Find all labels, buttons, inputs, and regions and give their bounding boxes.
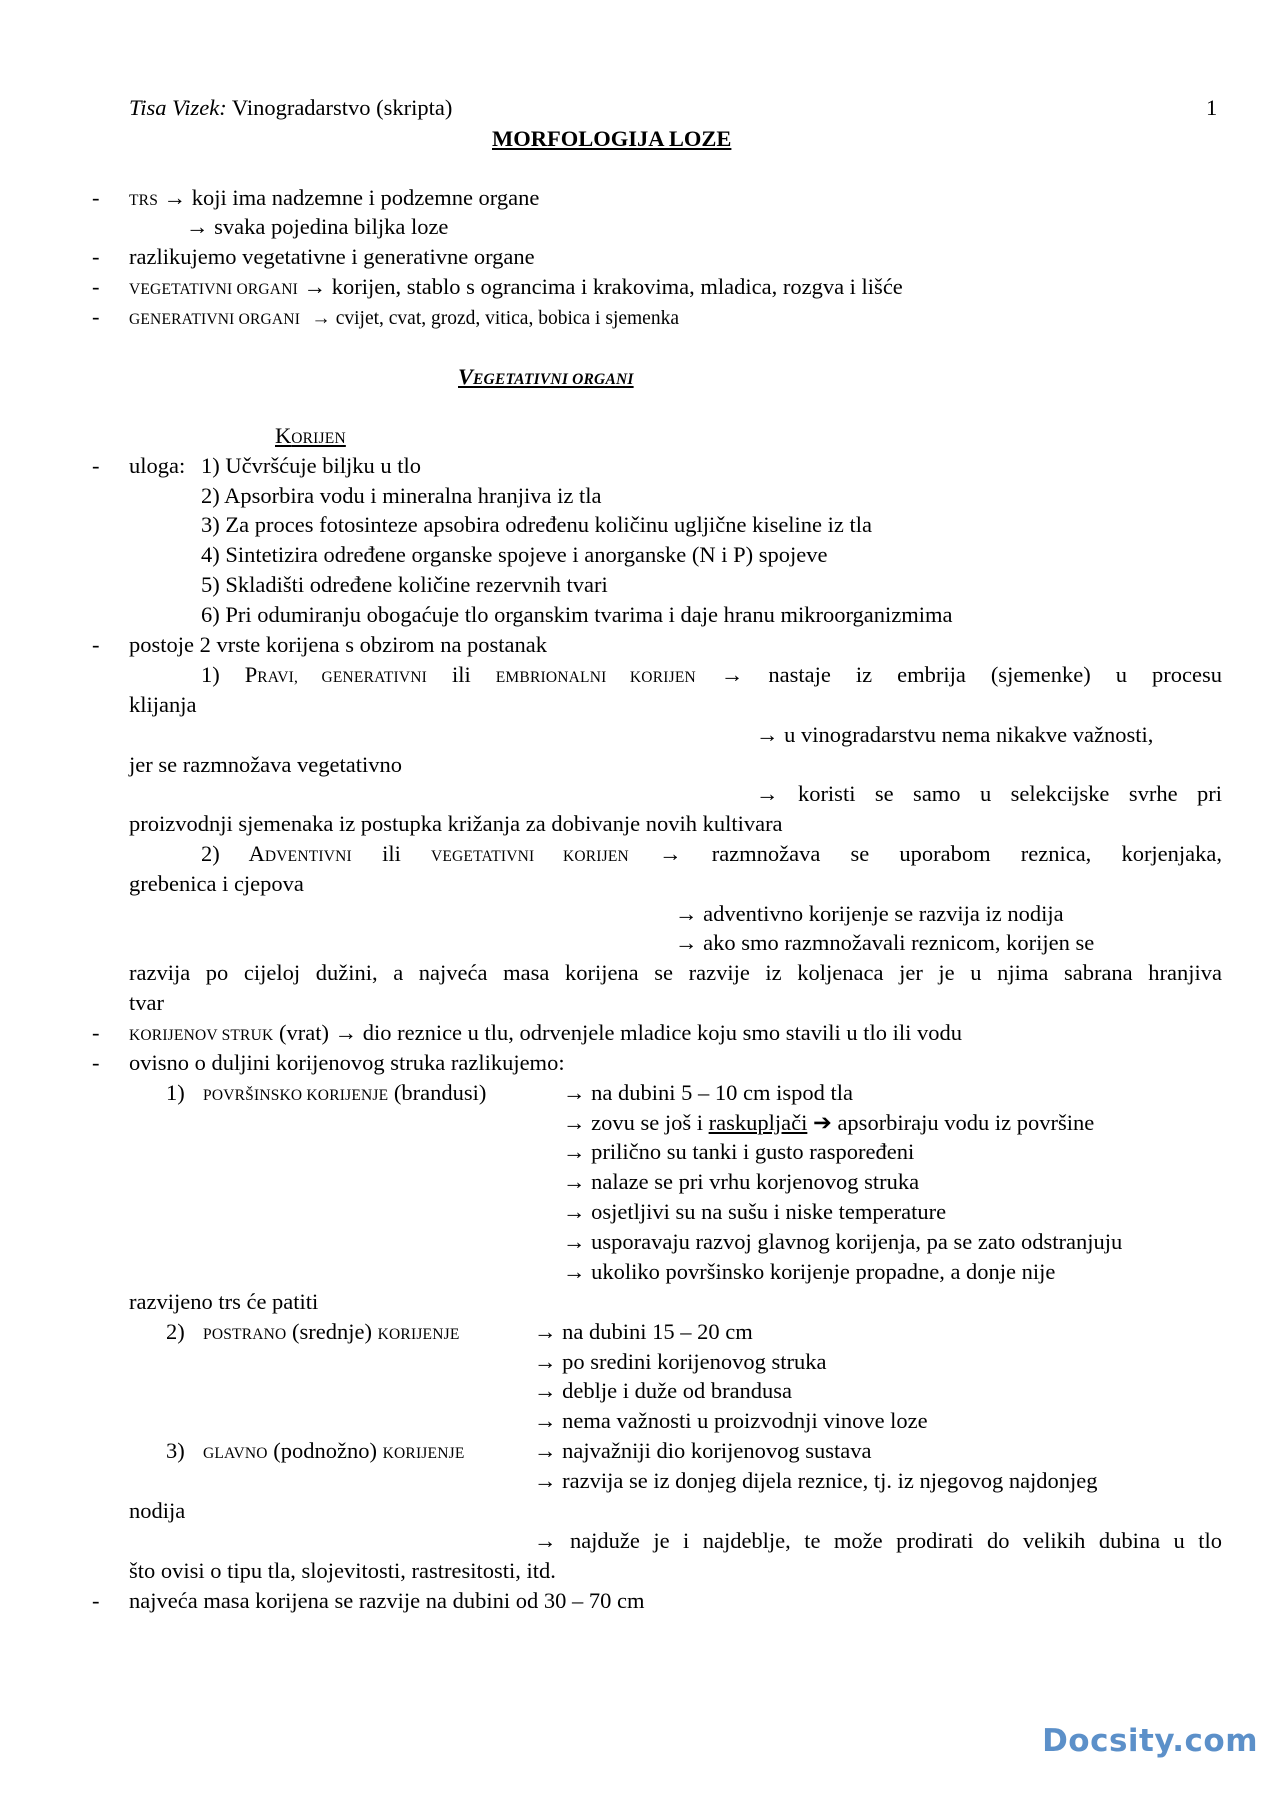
page-number: 1 — [1206, 95, 1218, 120]
section-heading-rest: EGETATIVNI ORGANI — [473, 371, 634, 388]
vegetative-root-label: VEGETATIVNI KORIJEN — [430, 848, 629, 865]
organ-types-line: razlikujemo vegetativne i generativne organe — [129, 244, 535, 269]
type-1-item: → zovu se još i raskupljači ➔ apsorbiraju vodu iz površine — [563, 1110, 1095, 1135]
role-item: 3) Za proces fotosinteze apsobira određenu količinu ugljične kiseline iz tla — [201, 512, 873, 537]
type-2-label: POSTRANO (srednje) KORIJENJE — [203, 1319, 460, 1344]
role-item: 6) Pri odumiranju obogaćuje tlo organskim tvarima i daje hranu mikroorganizmima — [201, 602, 953, 627]
vegetative-text: → korijen, stablo s ograncima i krakovima, mladica, rozgva i lišće — [303, 274, 903, 299]
true-root-note: → koristi se samo u selekcijske svrhe pri — [756, 781, 1222, 806]
bullet-dash: - — [92, 632, 100, 657]
running-header — [129, 93, 452, 123]
root-kinds-intro: postoje 2 vrste korijena s obzirom na postanak — [129, 632, 548, 657]
type-3-continuation: nodija — [129, 1498, 186, 1523]
raskupljaci-term: raskupljači — [708, 1110, 808, 1135]
true-root-line — [201, 660, 1222, 693]
type-1-item: → usporavaju razvoj glavnog korijenja, pa se zato odstranjuju — [563, 1229, 1123, 1254]
true-root-num: 1) — [201, 662, 220, 687]
adventive-root-note: → ako smo razmnožavali reznicom, korijen se — [675, 930, 1095, 955]
type-1-item: → ukoliko površinsko korijenje propadne, a donje nije — [563, 1259, 1056, 1284]
adventive-root-note-continuation: tvar — [129, 990, 164, 1015]
bullet-dash: - — [92, 244, 100, 269]
role-item: 1) Učvršćuje biljku u tlo — [201, 453, 421, 478]
section-heading — [458, 362, 634, 395]
type-1-item: → osjetljivi su na sušu i niske temperature — [563, 1199, 947, 1224]
generative-organs-line — [129, 302, 679, 335]
final-note: najveća masa korijena se razvije na dubini od 30 – 70 cm — [129, 1588, 645, 1613]
true-root-text: → nastaje iz embrija (sjemenke) u procesu — [720, 662, 1222, 687]
subsection-rest: ORIJEN — [291, 430, 346, 447]
type-2-item: → po sredini korijenovog struka — [534, 1349, 827, 1374]
adventive-root-text: → razmnožava se uporabom reznica, korjenjaka, — [659, 841, 1223, 866]
bullet-dash: - — [92, 274, 100, 299]
embryonal-root-label: EMBRIONALNI KORIJEN — [495, 669, 696, 686]
trs-text-2: → svaka pojedina biljka loze — [186, 214, 449, 239]
trs-line — [129, 183, 539, 216]
bullet-dash: - — [92, 1588, 100, 1613]
subsection-heading — [275, 421, 346, 454]
bullet-dash: - — [92, 1050, 100, 1075]
role-item: 4) Sintetizira određene organske spojeve i anorganske (N i P) spojeve — [201, 542, 828, 567]
main-title: MORFOLOGIJA LOZE — [492, 126, 732, 151]
true-root-note: → u vinogradarstvu nema nikakve važnosti, — [756, 722, 1154, 747]
type-2-item: → na dubini 15 – 20 cm — [534, 1319, 753, 1344]
generative-text: → cvijet, cvat, grozd, vitica, bobica i sjemenka — [311, 308, 679, 329]
type-1-item: → prilično su tanki i gusto raspoređeni — [563, 1139, 915, 1164]
header-title: Vinogradarstvo (skripta) — [231, 95, 453, 120]
type-2-item: → deblje i duže od brandusa — [534, 1378, 793, 1403]
root-neck-label: KORIJENOV STRUK — [129, 1027, 274, 1044]
adventive-root-note-continuation: razvija po cijeloj dužini, a najveća masa korijena se razvije iz koljenaca jer je u njima sabrana hranjiva — [129, 960, 1222, 985]
root-neck-intro: ovisno o duljini korijenovog struka razlikujemo: — [129, 1050, 565, 1075]
section-heading-initial: V — [458, 364, 474, 389]
trs-text-1: → koji ima nadzemne i podzemne organe — [163, 185, 540, 210]
adventive-root-num: 2) — [201, 841, 220, 866]
type-1-item: → nalaze se pri vrhu korjenovog struka — [563, 1169, 920, 1194]
subsection-initial: K — [275, 423, 292, 448]
header-author: Tisa Vizek: — [129, 95, 227, 120]
adventive-root-label: ADVENTIVNI — [248, 841, 352, 866]
role-label: uloga: — [129, 453, 186, 478]
generative-label: GENERATIVNI ORGANI — [129, 311, 301, 328]
root-neck-text: (vrat) → dio reznice u tlu, odrvenjele mladice koju smo stavili u tlo ili vodu — [279, 1020, 962, 1045]
bullet-dash: - — [92, 304, 100, 329]
true-root-note-continuation: jer se razmnožava vegetativno — [129, 752, 402, 777]
type-1-label: POVRŠINSKO KORIJENJE (brandusi) — [203, 1080, 487, 1105]
role-item: 5) Skladišti određene količine rezervnih tvari — [201, 572, 608, 597]
type-1-item: → na dubini 5 – 10 cm ispod tla — [563, 1080, 853, 1105]
type-1-continuation: razvijeno trs će patiti — [129, 1289, 319, 1314]
type-3-item: → najvažniji dio korijenovog sustava — [534, 1438, 872, 1463]
root-neck-line — [129, 1018, 962, 1051]
type-3-num: 3) — [166, 1438, 185, 1463]
vegetative-label: VEGETATIVNI ORGANI — [129, 281, 298, 298]
adventive-root-continuation: grebenica i cjepova — [129, 871, 304, 896]
type-3-item: → razvija se iz donjeg dijela reznice, tj. iz njegovog najdonjeg — [534, 1468, 1098, 1493]
bullet-dash: - — [92, 1020, 100, 1045]
role-item: 2) Apsorbira vodu i mineralna hranjiva iz tla — [201, 483, 602, 508]
trs-label: TRS — [129, 192, 159, 209]
type-3-label: GLAVNO (podnožno) KORIJENJE — [203, 1438, 465, 1463]
type-2-item: → nema važnosti u proizvodnji vinove loze — [534, 1408, 928, 1433]
type-3-item: → najduže je i najdeblje, te može prodirati do velikih dubina u tlo — [534, 1528, 1222, 1553]
or-word: ili — [382, 841, 401, 866]
type-3-continuation: što ovisi o tipu tla, slojevitosti, rastresitosti, itd. — [129, 1558, 556, 1583]
docsity-watermark[interactable]: Docsity.com — [1042, 1723, 1258, 1760]
true-root-note-continuation: proizvodnji sjemenaka iz postupka križanja za dobivanje novih kultivara — [129, 811, 783, 836]
adventive-root-line — [201, 839, 1222, 872]
or-word: ili — [452, 662, 471, 687]
type-1-num: 1) — [166, 1080, 185, 1105]
vegetative-organs-line — [129, 272, 903, 305]
bullet-dash: - — [92, 453, 100, 478]
type-2-num: 2) — [166, 1319, 185, 1344]
bullet-dash: - — [92, 185, 100, 210]
true-root-continuation: klijanja — [129, 692, 197, 717]
adventive-root-note: → adventivno korijenje se razvija iz nodija — [675, 901, 1064, 926]
true-root-label: PRAVI, GENERATIVNI — [244, 662, 427, 687]
